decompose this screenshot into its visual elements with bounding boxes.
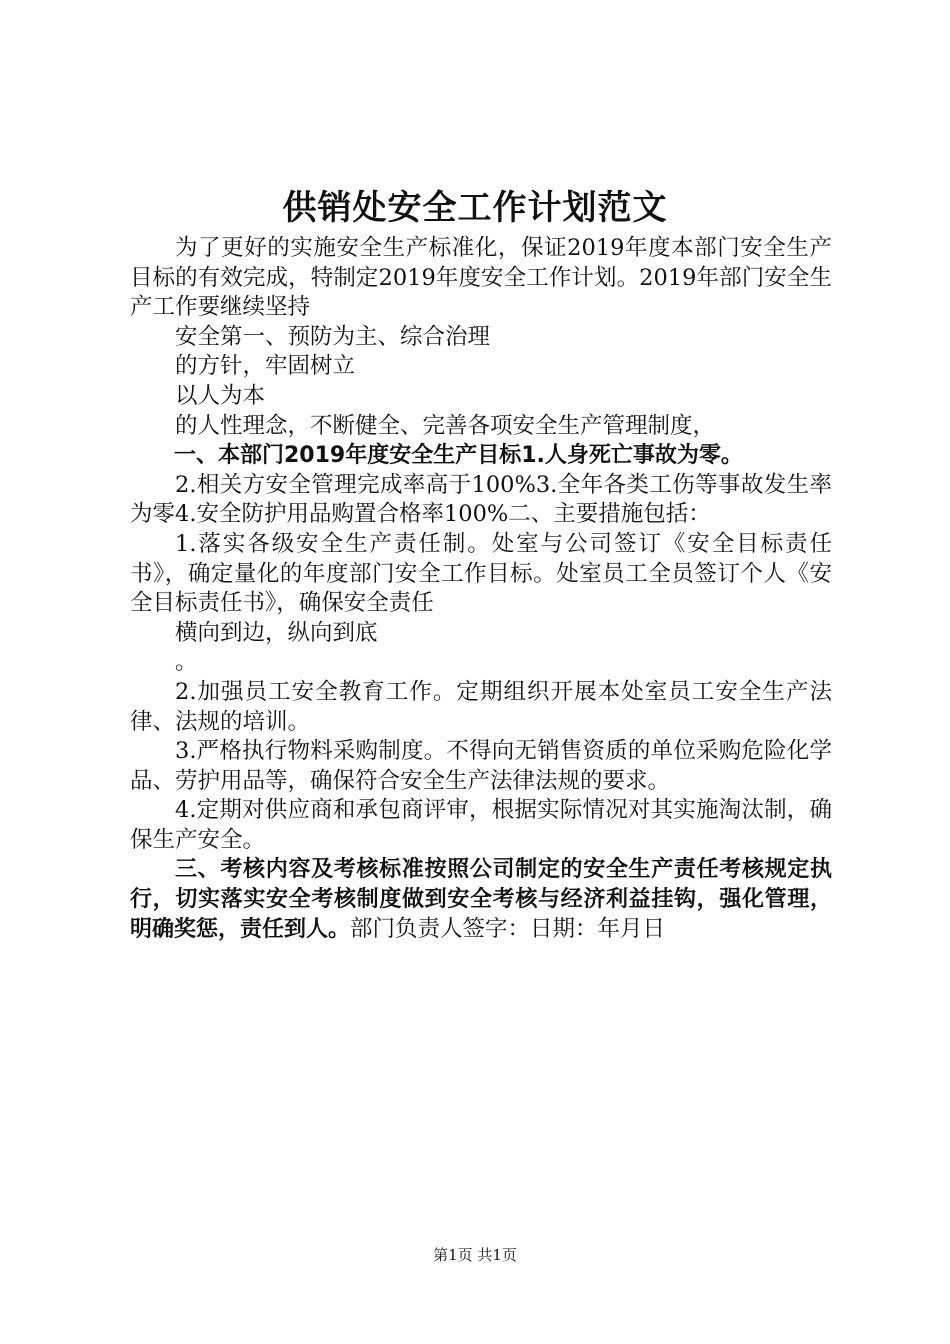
section3-bold-text: 三、考核内容及考核标准按照公司制定的安全生产责任考核规定执行，切实落实安全考核制度做到安全考核与经济利益挂钩，强化管理，明确奖惩，责任到人。 [130, 857, 832, 942]
responsibility-scope-line: 横向到边，纵向到底 [175, 619, 378, 646]
principle-line: 安全第一、预防为主、综合治理 [175, 323, 491, 350]
intro-paragraph: 为了更好的实施安全生产标准化，保证2019年度本部门安全生产目标的有效完成，特制定2019年度安全工作计划。2019年部门安全生产工作要继续坚持 [130, 235, 832, 321]
signature-line: 部门负责人签字：日期：年月日 [350, 915, 666, 942]
policy-line: 的方针，牢固树立 [175, 353, 356, 380]
section3-paragraph [130, 855, 832, 944]
measure-1-paragraph: 1.落实各级安全生产责任制。处室与公司签订《安全目标责任书》，确定量化的年度部门安全工作目标。处室员工全员签订个人《安全目标责任书》，确保安全责任 [130, 530, 832, 617]
measure-2-paragraph: 2.加强员工安全教育工作。定期组织开展本处室员工安全生产法律、法规的培训。 [130, 678, 832, 735]
page-footer: 第1页 共1页 [433, 1246, 517, 1264]
document-body [130, 234, 832, 944]
people-oriented-line: 以人为本 [175, 382, 266, 409]
goals-paragraph: 2.相关方安全管理完成率高于100%3.全年各类工伤等事故发生率为零4.安全防护用品购置合格率100%二、主要措施包括： [130, 471, 832, 528]
section1-heading: 一、本部门2019年度安全生产目标1.人身死亡事故为零。 [174, 443, 743, 469]
concept-line: 的人性理念，不断健全、完善各项安全生产管理制度， [175, 412, 716, 439]
measure-3-paragraph: 3.严格执行物料采购制度。不得向无销售资质的单位采购危险化学品、劳护用品等，确保符合安全生产法律法规的要求。 [130, 738, 832, 794]
period-line: 。 [175, 649, 198, 676]
document-title: 供销处安全工作计划范文 [282, 188, 668, 228]
measure-4-paragraph: 4.定期对供应商和承包商评审，根据实际情况对其实施淘汰制，确保生产安全。 [130, 797, 832, 853]
